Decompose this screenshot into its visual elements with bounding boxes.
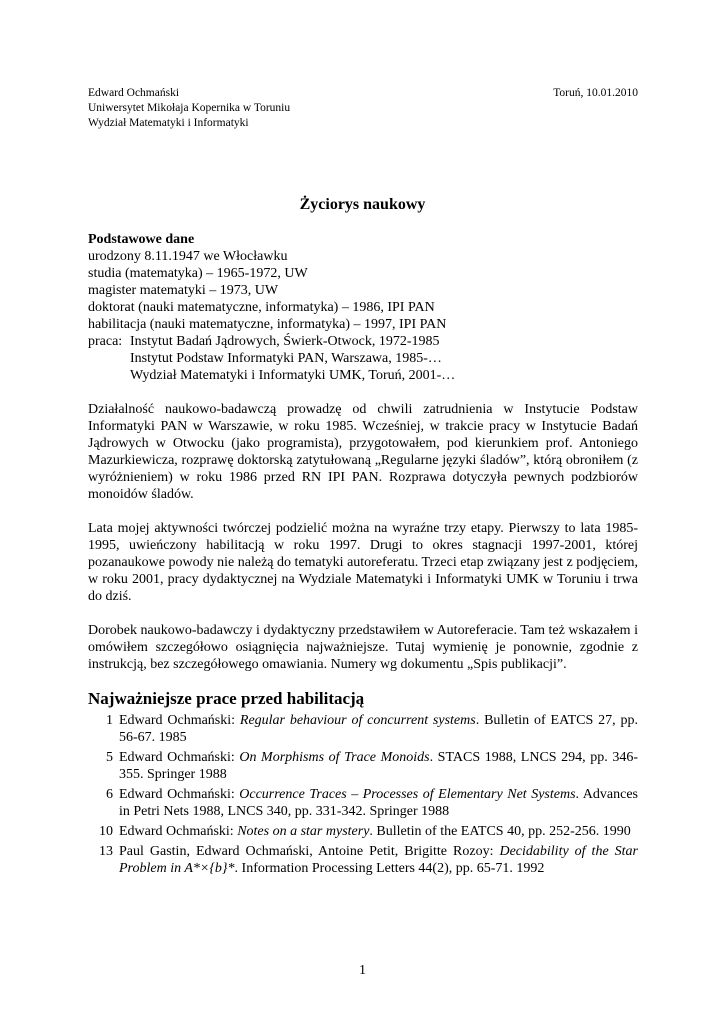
publication-authors: Edward Ochmański:	[119, 750, 240, 765]
work-label: praca:	[88, 334, 123, 349]
work-entry: Instytut Podstaw Informatyki PAN, Warszawa, 1985-…	[130, 351, 442, 366]
section-heading: Najważniejsze prace przed habilitacją	[88, 689, 365, 708]
publication-title: Regular behaviour of concurrent systems	[239, 713, 476, 728]
basic-data-line: studia (matematyka) – 1965-1972, UW	[88, 266, 308, 281]
publication-title: Notes on a star mystery	[237, 824, 370, 839]
basic-data-line: doktorat (nauki matematyczne, informatyka) – 1986, IPI PAN	[88, 300, 435, 315]
publication-number: 5	[106, 750, 113, 765]
publication-item	[88, 786, 638, 820]
author-name: Edward Ochmański	[88, 87, 180, 99]
publication-text	[119, 843, 638, 877]
faculty-name: Wydział Matematyki i Informatyki	[88, 117, 249, 129]
publication-details: . Bulletin of the EATCS 40, pp. 252-256. 1990	[369, 824, 631, 839]
work-entry: Wydział Matematyki i Informatyki UMK, Toruń, 2001-…	[130, 368, 456, 383]
document-title: Życiorys naukowy	[299, 196, 426, 213]
author-block	[88, 86, 290, 131]
publication-number: 6	[106, 787, 113, 802]
publication-title: Occurrence Traces – Processes of Elementary Net Systems	[239, 787, 576, 802]
university-name: Uniwersytet Mikołaja Kopernika w Toruniu	[88, 102, 291, 114]
publication-text	[119, 786, 638, 820]
publication-details: . Bulletin of EATCS 27, pp. 56-67. 1985	[119, 713, 638, 745]
publication-details: . Advances in Petri Nets 1988, LNCS 340, pp. 331-342. Springer 1988	[119, 787, 638, 819]
publication-item	[88, 712, 638, 746]
publication-list	[88, 712, 638, 877]
basic-data-line: habilitacja (nauki matematyczne, informatyka) – 1997, IPI PAN	[88, 317, 447, 332]
publication-number: 13	[99, 844, 113, 859]
publication-text	[119, 712, 638, 746]
publication-title: Decidability of the Star Problem in A*×{b}*	[119, 844, 638, 876]
page-number: 1	[359, 963, 366, 978]
paragraph: Działalność naukowo-badawczą prowadzę od chwili zatrudnienia w Instytucie Podstaw Informatyki PAN w Warszawie, w roku 1985. Wcześniej, w trakcie pracy w Instytucie Badań Jądrowych w Otwocku (jako programista), przygotowałem, pod kierunkiem prof. Antoniego Mazurkiewicza, rozprawę doktorską zatytułowaną „Regularne języki śladów”, którą obroniłem (z wyróżnieniem) w roku 1986 przed RN IPI PAN. Rozprawa dotyczyła pewnych podzbiorów monoidów śladów.	[88, 402, 638, 502]
basic-data-line: urodzony 8.11.1947 we Włocławku	[88, 249, 288, 264]
publication-number: 1	[106, 713, 113, 728]
publication-item	[88, 823, 638, 840]
paragraph: Lata mojej aktywności twórczej podzielić można na wyraźne trzy etapy. Pierwszy to lata 1985-1995, uwieńczony habilitacją w roku 1997. Drugi to okres stagnacji 1997-2001, której pozanaukowe powody nie należą do tematyki autoreferatu. Trzeci etap związany jest z podjęciem, w roku 2001, pracy dydaktycznej na Wydziale Matematyki i Informatyki UMK w Toruniu i trwa do dziś.	[88, 521, 638, 604]
document-body	[88, 231, 638, 880]
publication-authors: Edward Ochmański:	[119, 824, 238, 839]
publication-text	[119, 749, 638, 783]
publication-item	[88, 749, 638, 783]
paragraph: Dorobek naukowo-badawczy i dydaktyczny przedstawiłem w Autoreferacie. Tam też wskazałem i omówiłem szczegółowo osiągnięcia najważniejsze. Tutaj wymienię je ponownie, zgodnie z instrukcją, bez szczegółowego omawiania. Numery wg dokumentu „Spis publikacji”.	[88, 623, 638, 672]
publication-authors: Edward Ochmański:	[119, 787, 240, 802]
publication-details: . Information Processing Letters 44(2), pp. 65-71. 1992	[234, 861, 545, 876]
basic-data-line: magister matematyki – 1973, UW	[88, 283, 279, 298]
work-row	[88, 333, 638, 350]
publication-number: 10	[99, 824, 113, 839]
work-entry: Instytut Badań Jądrowych, Świerk-Otwock, 1972-1985	[130, 334, 440, 349]
publication-details: . STACS 1988, LNCS 294, pp. 346-355. Springer 1988	[119, 750, 638, 782]
place-date: Toruń, 10.01.2010	[553, 87, 638, 99]
publication-text	[119, 823, 638, 840]
publication-item	[88, 843, 638, 877]
publication-authors: Edward Ochmański:	[119, 713, 240, 728]
publication-authors: Paul Gastin, Edward Ochmański, Antoine Petit, Brigitte Rozoy:	[119, 844, 500, 859]
basic-data-heading: Podstawowe dane	[88, 232, 195, 247]
publication-title: On Morphisms of Trace Monoids	[239, 750, 430, 765]
